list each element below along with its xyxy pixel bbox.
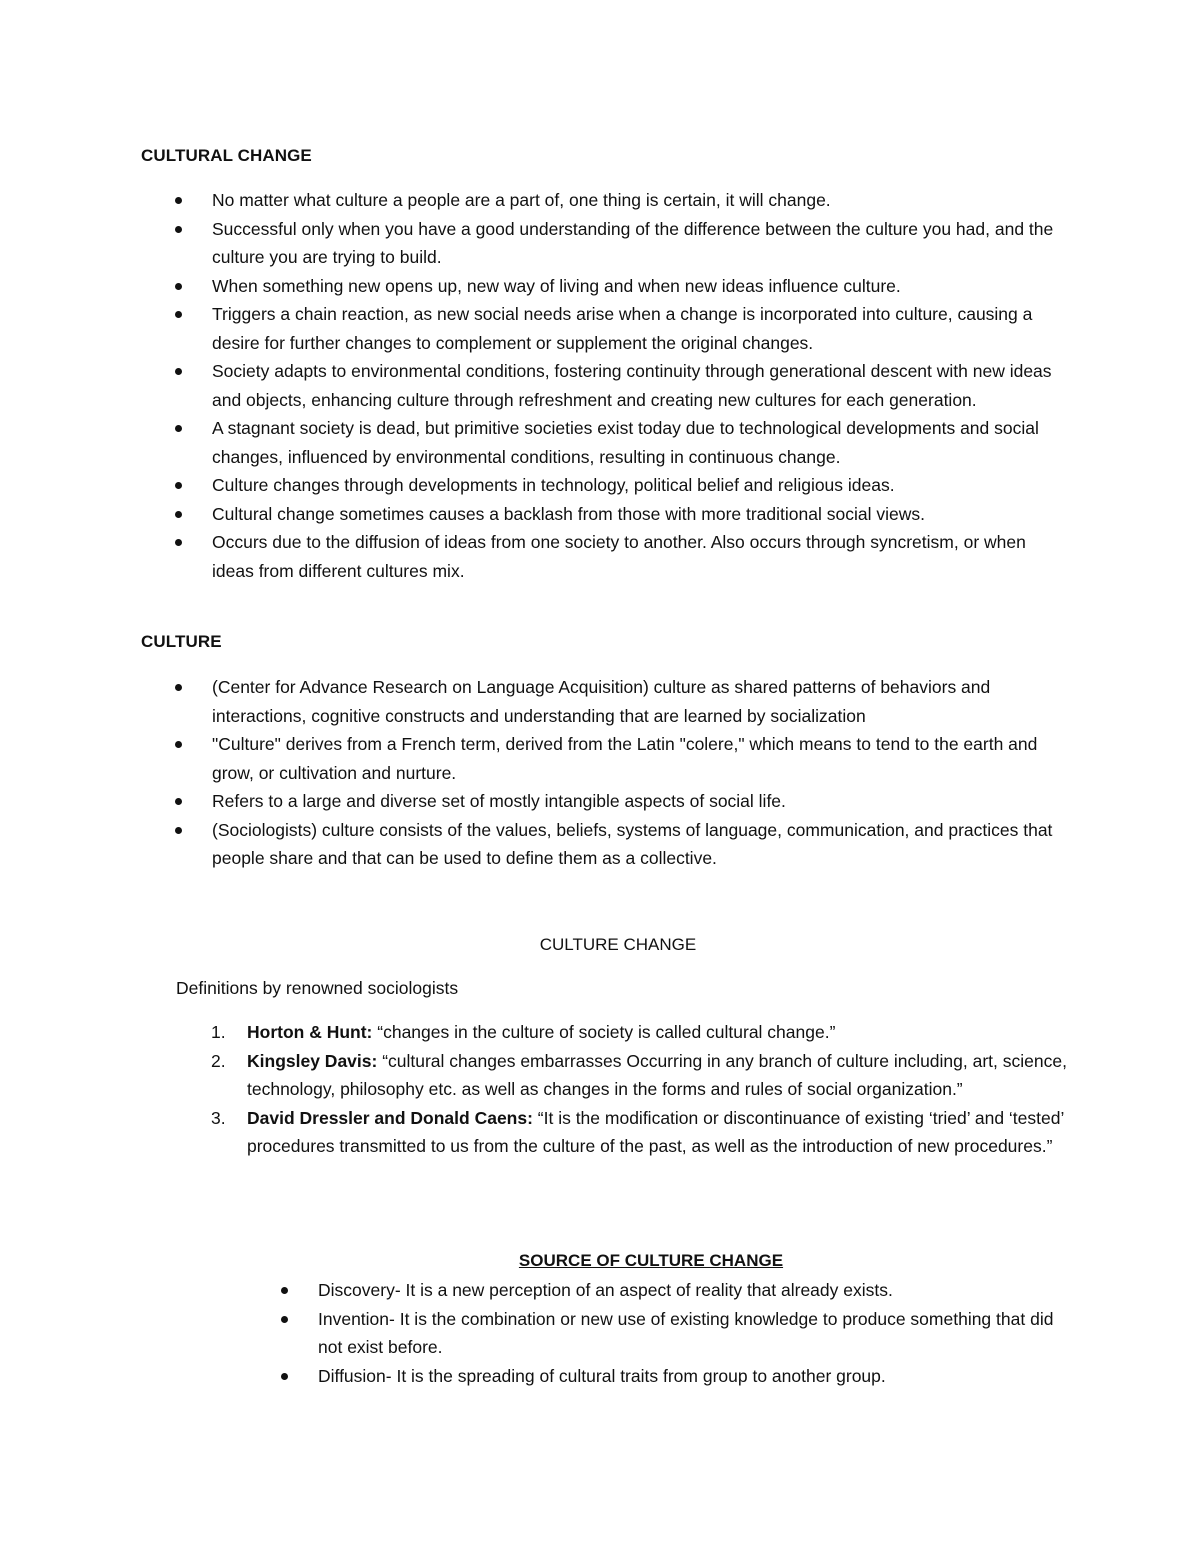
section-heading-culture: CULTURE bbox=[141, 632, 222, 651]
definitions-intro: Definitions by renowned sociologists bbox=[176, 978, 459, 998]
bullet-icon bbox=[175, 197, 182, 204]
definition-author: David Dressler and Donald Caens: bbox=[247, 1107, 533, 1128]
list-item bbox=[212, 357, 1072, 414]
list-item-text: No matter what culture a people are a part of, one thing is certain, it will change. bbox=[212, 190, 831, 210]
list-item bbox=[212, 300, 1072, 357]
list-item-text: "Culture" derives from a French term, derived from the Latin "colere," which means to tend to the earth and grow, or cultivation and nurture. bbox=[212, 734, 1038, 783]
source-bullet-list bbox=[318, 1276, 1058, 1390]
bullet-icon bbox=[175, 827, 182, 834]
definition-number: 2. bbox=[211, 1050, 226, 1071]
definition-text: “cultural changes embarrasses Occurring in any branch of culture including, art, science, technology, philosophy etc. as well as changes in the forms and rules of social organization.” bbox=[247, 1050, 1067, 1099]
list-item-text: A stagnant society is dead, but primitive societies exist today due to technological developments and social changes, influenced by environmental conditions, resulting in continuous change. bbox=[212, 418, 1039, 467]
list-item-text: (Center for Advance Research on Language Acquisition) culture as shared patterns of behaviors and interactions, cognitive constructs and understanding that are learned by socialization bbox=[212, 677, 991, 726]
definition-item bbox=[211, 1104, 1077, 1161]
bullet-icon bbox=[175, 311, 182, 318]
bullet-icon bbox=[175, 226, 182, 233]
culture-bullet-list bbox=[212, 673, 1072, 873]
list-item bbox=[212, 816, 1072, 873]
definition-author: Horton & Hunt: bbox=[247, 1022, 373, 1042]
bullet-icon bbox=[175, 539, 182, 546]
list-item-text: When something new opens up, new way of living and when new ideas influence culture. bbox=[212, 275, 901, 296]
list-item-text: Triggers a chain reaction, as new social needs arise when a change is incorporated into culture, causing a desire for further changes to complement or supplement the original changes. bbox=[212, 304, 1033, 353]
definition-author: Kingsley Davis: bbox=[247, 1050, 378, 1071]
list-item bbox=[318, 1362, 1058, 1391]
list-item-text: Cultural change sometimes causes a backlash from those with more traditional social views. bbox=[212, 503, 925, 524]
list-item bbox=[212, 787, 1072, 816]
list-item bbox=[212, 215, 1072, 272]
definition-text: “changes in the culture of society is called cultural change.” bbox=[372, 1022, 836, 1042]
list-item bbox=[212, 673, 1072, 730]
cultural-change-bullet-list bbox=[212, 186, 1072, 585]
bullet-icon bbox=[175, 798, 182, 805]
definition-number: 1. bbox=[211, 1022, 226, 1042]
list-item bbox=[318, 1276, 1058, 1305]
list-item-text: (Sociologists) culture consists of the values, beliefs, systems of language, communication, and practices that people share and that can be used to define them as a collective. bbox=[212, 819, 1053, 868]
definition-number: 3. bbox=[211, 1107, 226, 1128]
definition-item bbox=[211, 1047, 1077, 1104]
list-item-text: Refers to a large and diverse set of mostly intangible aspects of social life. bbox=[212, 791, 786, 811]
list-item bbox=[212, 730, 1072, 787]
list-item bbox=[212, 272, 1072, 301]
bullet-icon bbox=[175, 741, 182, 748]
list-item bbox=[212, 414, 1072, 471]
list-item bbox=[212, 186, 1072, 215]
definitions-list bbox=[211, 1018, 1077, 1161]
bullet-icon bbox=[281, 1373, 288, 1380]
bullet-icon bbox=[175, 283, 182, 290]
definition-item bbox=[211, 1018, 1077, 1047]
bullet-icon bbox=[175, 684, 182, 691]
list-item bbox=[212, 528, 1072, 585]
bullet-icon bbox=[175, 482, 182, 489]
bullet-icon bbox=[281, 1316, 288, 1323]
list-item-text: Occurs due to the diffusion of ideas from one society to another. Also occurs through syncretism, or when ideas from different cultures mix. bbox=[212, 532, 1026, 581]
bullet-icon bbox=[281, 1287, 288, 1294]
definition-text: “It is the modification or discontinuance of existing ‘tried’ and ‘tested’ procedures transmitted to us from the culture of the past, as well as the introduction of new procedures.” bbox=[247, 1107, 1064, 1156]
section-title-culture-change: CULTURE CHANGE bbox=[539, 935, 697, 954]
bullet-icon bbox=[175, 368, 182, 375]
list-item bbox=[212, 471, 1072, 500]
list-item-text: Invention- It is the combination or new use of existing knowledge to produce something that did not exist before. bbox=[318, 1308, 1054, 1357]
list-item-text: Society adapts to environmental conditions, fostering continuity through generational descent with new ideas and objects, enhancing culture through refreshment and creating new cultures for each generation. bbox=[212, 361, 1052, 410]
bullet-icon bbox=[175, 425, 182, 432]
section-title-source-of-culture-change: SOURCE OF CULTURE CHANGE bbox=[518, 1251, 784, 1270]
list-item-text: Diffusion- It is the spreading of cultural traits from group to another group. bbox=[318, 1365, 886, 1386]
list-item-text: Discovery- It is a new perception of an aspect of reality that already exists. bbox=[318, 1280, 893, 1300]
list-item-text: Culture changes through developments in technology, political belief and religious ideas. bbox=[212, 475, 895, 495]
list-item-text: Successful only when you have a good understanding of the difference between the culture you had, and the culture you are trying to build. bbox=[212, 218, 1054, 267]
bullet-icon bbox=[175, 511, 182, 518]
section-heading-cultural-change: CULTURAL CHANGE bbox=[141, 146, 312, 165]
list-item bbox=[212, 500, 1072, 529]
list-item bbox=[318, 1305, 1058, 1362]
